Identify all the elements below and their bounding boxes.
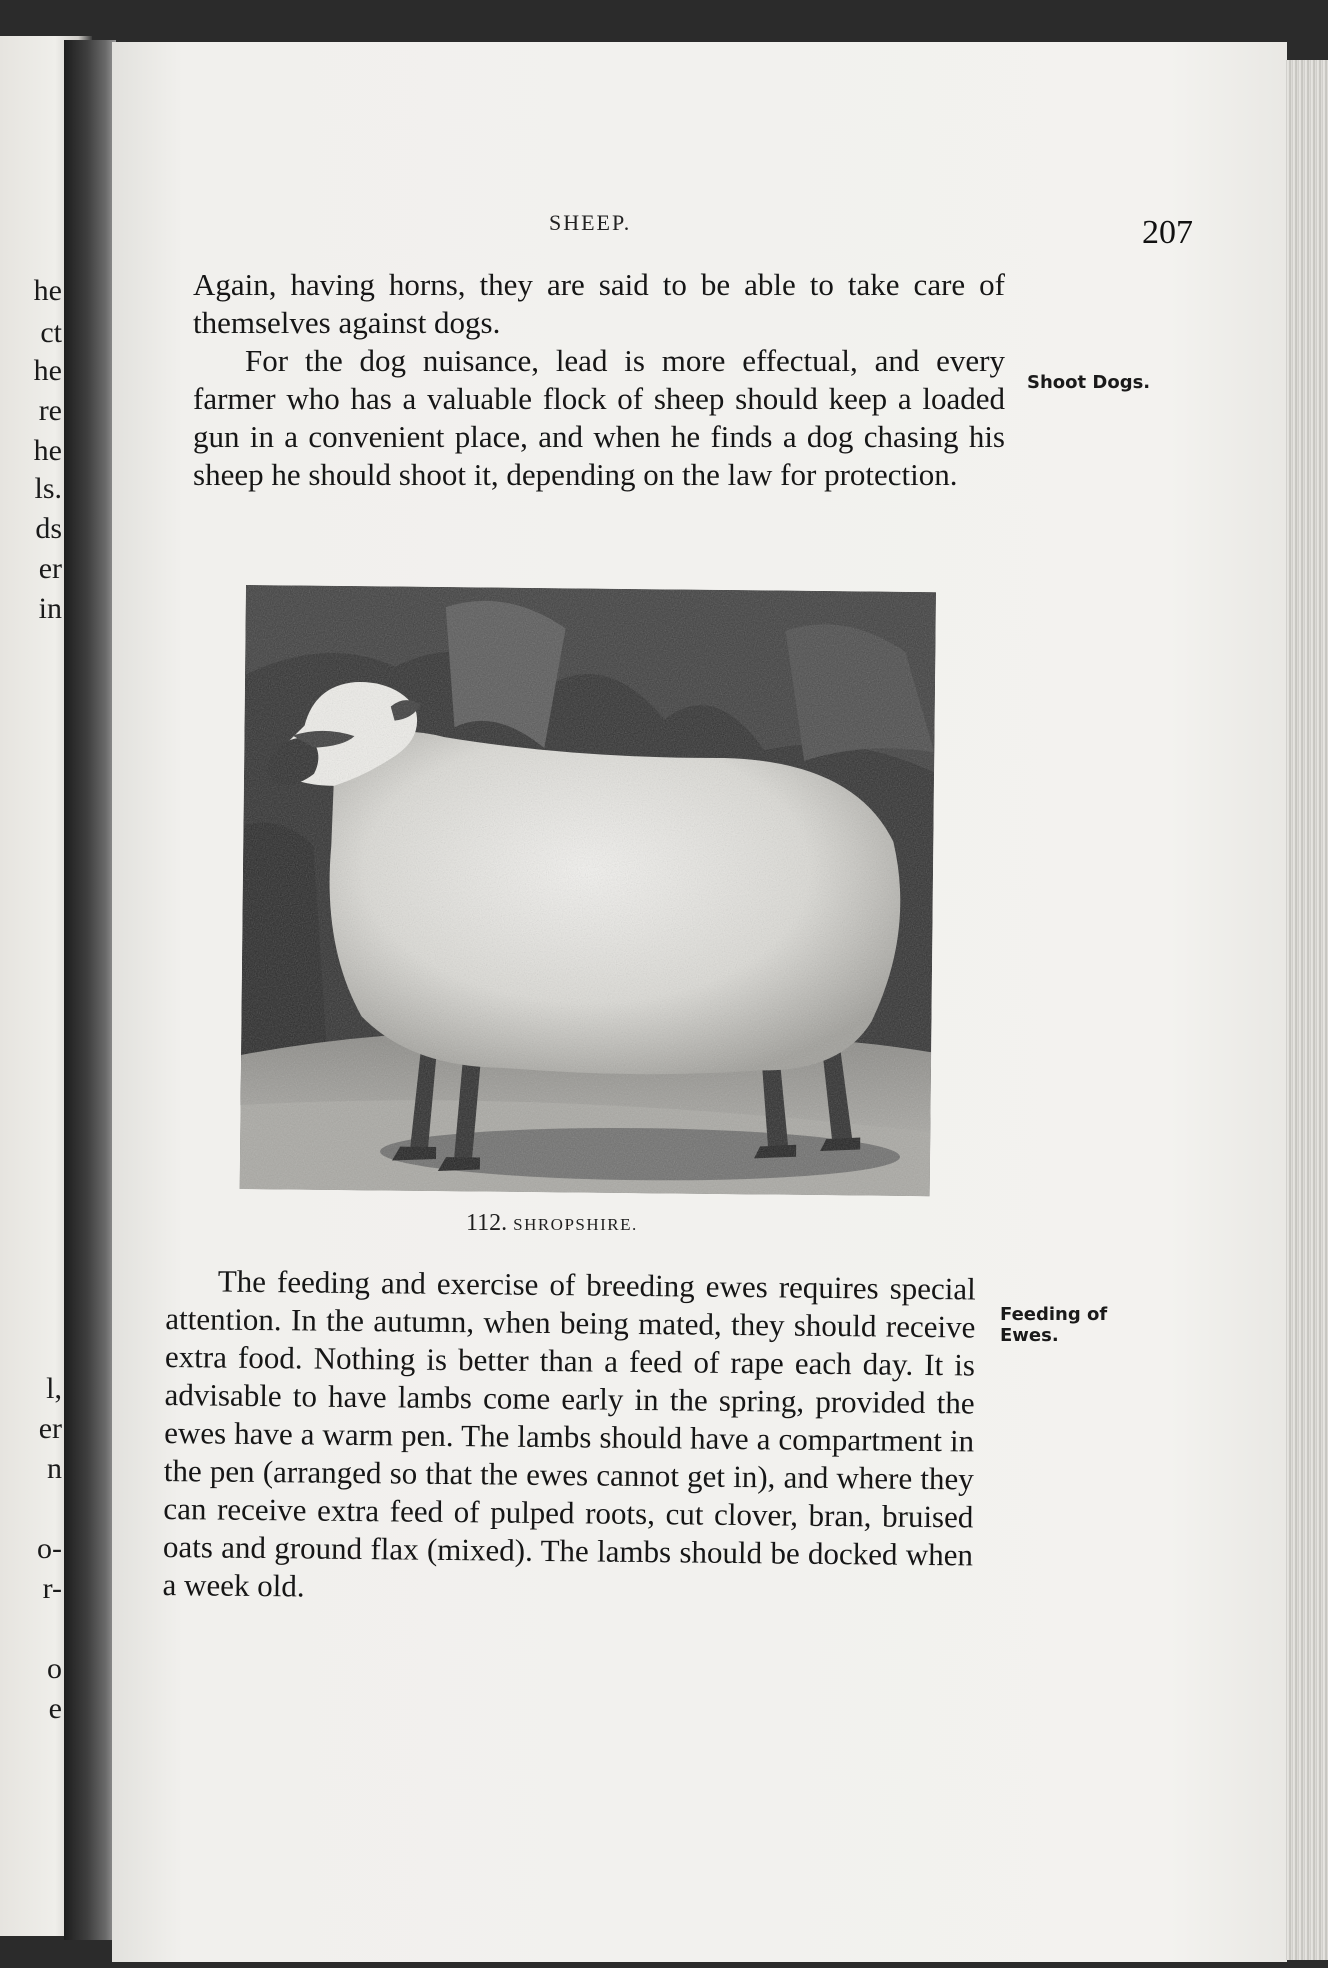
bottom-text-block [162, 1262, 976, 1612]
book-gutter-shadow [64, 40, 116, 1940]
figure-number: 112. [466, 1210, 508, 1236]
top-text-block [193, 266, 1005, 494]
left-fragment: er [38, 1412, 62, 1445]
left-fragment: ls. [34, 472, 62, 505]
left-fragment: ds [35, 512, 62, 545]
left-fragment: he [33, 434, 62, 467]
left-fragment: o- [37, 1532, 62, 1565]
running-head: SHEEP. [549, 210, 632, 235]
left-fragment: e [48, 1692, 62, 1725]
shropshire-sheep-image [240, 585, 936, 1196]
left-fragment: he [33, 274, 62, 307]
figure-caption [466, 1210, 638, 1237]
left-fragment: ct [40, 316, 62, 349]
page-edges [1286, 60, 1328, 1960]
figure-caption-text: SHROPSHIRE. [513, 1215, 638, 1234]
left-fragment: in [38, 592, 62, 625]
left-fragment: re [38, 394, 62, 427]
left-fragment: l, [46, 1372, 62, 1405]
paragraph: The feeding and exercise of breeding ewes requires special attention. In the autumn, when being mated, they should receive extra food. Nothing is better than a feed of rape each day. It is advisable to have lambs come early in the spring, provided the ewes have a warm pen. The lambs should have a compartment in the pen (arranged so that the ewes cannot get in), and where they can receive extra feed of pulped roots, cut clover, bran, bruised oats and ground flax (mixed). The lambs should be docked when a week old. [162, 1263, 976, 1604]
sheep-illustration [240, 585, 936, 1196]
paragraph: Again, having horns, they are said to be able to take care of themselves against dogs. [193, 267, 1005, 340]
left-fragment: o [47, 1652, 62, 1685]
left-fragment: er [38, 552, 62, 585]
side-note-feeding-of-ewes: Feeding of Ewes. [1000, 1304, 1108, 1346]
left-fragment: he [33, 354, 62, 387]
page-number: 207 [1142, 214, 1193, 251]
left-fragment: n [47, 1452, 62, 1485]
left-fragment: r- [42, 1572, 62, 1605]
side-note-shoot-dogs: Shoot Dogs. [1027, 372, 1151, 393]
paragraph: For the dog nuisance, lead is more effectual, and every farmer who has a valuable flock of sheep should keep a loaded gun in a convenient place, and when he finds a dog chasing his sheep he should shoot it, depending on the law for protection. [193, 343, 1005, 492]
